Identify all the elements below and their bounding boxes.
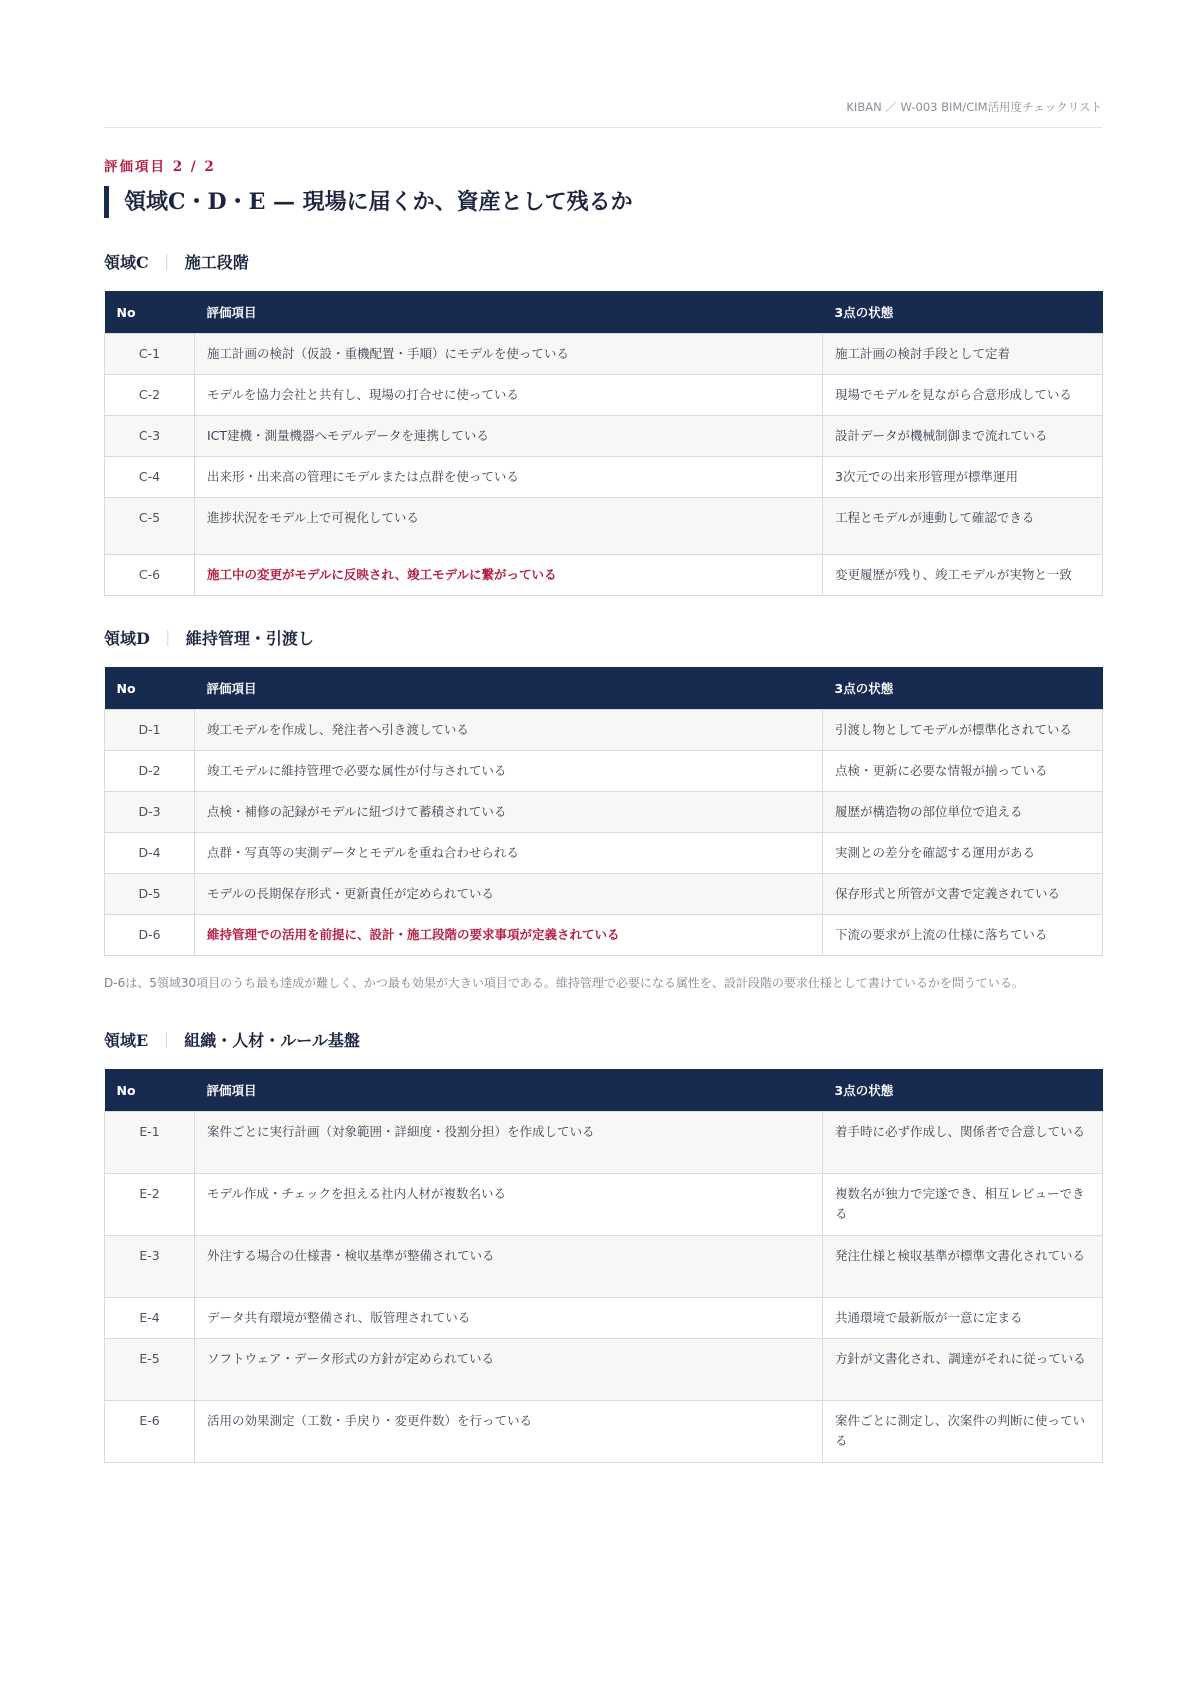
- checklist-table-e: [104, 1069, 1103, 1463]
- table-row: [105, 792, 1103, 833]
- table-row: [105, 833, 1103, 874]
- column-header-item: 評価項目: [195, 291, 823, 334]
- checklist-table-c: [104, 291, 1103, 596]
- table-row-highlight: [105, 555, 1103, 596]
- row-no: C-4: [105, 457, 195, 498]
- section-title-e: [104, 1028, 360, 1051]
- section-separator: ｜: [158, 253, 175, 272]
- row-state: 履歴が構造物の部位単位で追える: [823, 792, 1103, 833]
- row-item: 進捗状況をモデル上で可視化している: [195, 498, 823, 555]
- column-header-no: No: [105, 291, 195, 334]
- row-no: C-5: [105, 498, 195, 555]
- checklist-table-d: [104, 667, 1103, 956]
- row-state: 複数名が独力で完遂でき、相互レビューできる: [823, 1174, 1103, 1236]
- row-no: E-3: [105, 1236, 195, 1298]
- table-row: [105, 1298, 1103, 1339]
- row-state: 引渡し物としてモデルが標準化されている: [823, 710, 1103, 751]
- row-item: 施工計画の検討（仮設・重機配置・手順）にモデルを使っている: [195, 334, 823, 375]
- row-item: モデルの長期保存形式・更新責任が定められている: [195, 874, 823, 915]
- running-header: KIBAN ／ W-003 BIM/CIM活用度チェックリスト: [104, 93, 1102, 128]
- row-item: 案件ごとに実行計画（対象範囲・詳細度・役割分担）を作成している: [195, 1112, 823, 1174]
- row-state: 設計データが機械制御まで流れている: [823, 416, 1103, 457]
- row-no: E-5: [105, 1339, 195, 1401]
- row-no: C-1: [105, 334, 195, 375]
- table-row: [105, 375, 1103, 416]
- table-row: [105, 1112, 1103, 1174]
- section-title-c: [104, 250, 249, 273]
- section-name: 領域D: [104, 629, 150, 648]
- section-subtitle: 維持管理・引渡し: [185, 629, 314, 648]
- row-state: 下流の要求が上流の仕様に落ちている: [823, 915, 1103, 956]
- row-item: 出来形・出来高の管理にモデルまたは点群を使っている: [195, 457, 823, 498]
- row-no: D-5: [105, 874, 195, 915]
- table-row: [105, 1236, 1103, 1298]
- row-no: D-1: [105, 710, 195, 751]
- row-state: 保存形式と所管が文書で定義されている: [823, 874, 1103, 915]
- row-state: 実測との差分を確認する運用がある: [823, 833, 1103, 874]
- row-no: D-4: [105, 833, 195, 874]
- column-header-state: 3点の状態: [823, 667, 1103, 710]
- table-row: [105, 874, 1103, 915]
- table-row-highlight: [105, 915, 1103, 956]
- row-item: 外注する場合の仕様書・検収基準が整備されている: [195, 1236, 823, 1298]
- table-header-row: [105, 291, 1103, 334]
- table-header-row: [105, 1069, 1103, 1112]
- table-row: [105, 751, 1103, 792]
- row-state: 案件ごとに測定し、次案件の判断に使っている: [823, 1401, 1103, 1463]
- section-separator: ｜: [158, 1031, 175, 1050]
- row-no: E-4: [105, 1298, 195, 1339]
- table-row: [105, 1401, 1103, 1463]
- row-no: C-3: [105, 416, 195, 457]
- page-title: 領域C・D・E — 現場に届くか、資産として残るか: [104, 186, 633, 218]
- row-state: 変更履歴が残り、竣工モデルが実物と一致: [823, 555, 1103, 596]
- row-item: データ共有環境が整備され、版管理されている: [195, 1298, 823, 1339]
- row-no: E-6: [105, 1401, 195, 1463]
- row-item: モデル作成・チェックを担える社内人材が複数名いる: [195, 1174, 823, 1236]
- row-state: 工程とモデルが連動して確認できる: [823, 498, 1103, 555]
- row-no: D-2: [105, 751, 195, 792]
- table-row: [105, 457, 1103, 498]
- row-item-highlight: 施工中の変更がモデルに反映され、竣工モデルに繋がっている: [195, 555, 823, 596]
- section-title-d: [104, 626, 314, 649]
- row-state: 点検・更新に必要な情報が揃っている: [823, 751, 1103, 792]
- section-kicker: 評価項目 2 / 2: [104, 159, 216, 175]
- column-header-no: No: [105, 1069, 195, 1112]
- row-no: C-2: [105, 375, 195, 416]
- section-d-note: D-6は、5領域30項目のうち最も達成が難しく、かつ最も効果が大きい項目である。維持管理で必要になる属性を、設計段階の要求仕様として書けているかを問うている。: [104, 976, 1024, 990]
- section-name: 領域E: [104, 1031, 149, 1050]
- column-header-no: No: [105, 667, 195, 710]
- row-state: 共通環境で最新版が一意に定まる: [823, 1298, 1103, 1339]
- row-item: 竣工モデルに維持管理で必要な属性が付与されている: [195, 751, 823, 792]
- table-row: [105, 416, 1103, 457]
- row-no: E-2: [105, 1174, 195, 1236]
- row-state: 現場でモデルを見ながら合意形成している: [823, 375, 1103, 416]
- table-row: [105, 1339, 1103, 1401]
- section-subtitle: 施工段階: [184, 253, 249, 272]
- row-item: ICT建機・測量機器へモデルデータを連携している: [195, 416, 823, 457]
- column-header-item: 評価項目: [195, 667, 823, 710]
- row-state: 施工計画の検討手段として定着: [823, 334, 1103, 375]
- table-row: [105, 710, 1103, 751]
- row-state: 3次元での出来形管理が標準運用: [823, 457, 1103, 498]
- table-row: [105, 498, 1103, 555]
- row-no: D-3: [105, 792, 195, 833]
- table-row: [105, 1174, 1103, 1236]
- section-subtitle: 組織・人材・ルール基盤: [184, 1031, 360, 1050]
- table-row: [105, 334, 1103, 375]
- section-separator: ｜: [159, 629, 176, 648]
- row-state: 方針が文書化され、調達がそれに従っている: [823, 1339, 1103, 1401]
- column-header-item: 評価項目: [195, 1069, 823, 1112]
- row-no: E-1: [105, 1112, 195, 1174]
- row-item: 点検・補修の記録がモデルに紐づけて蓄積されている: [195, 792, 823, 833]
- row-item: ソフトウェア・データ形式の方針が定められている: [195, 1339, 823, 1401]
- row-no: D-6: [105, 915, 195, 956]
- table-header-row: [105, 667, 1103, 710]
- column-header-state: 3点の状態: [823, 291, 1103, 334]
- row-item: モデルを協力会社と共有し、現場の打合せに使っている: [195, 375, 823, 416]
- row-state: 発注仕様と検収基準が標準文書化されている: [823, 1236, 1103, 1298]
- column-header-state: 3点の状態: [823, 1069, 1103, 1112]
- row-item: 竣工モデルを作成し、発注者へ引き渡している: [195, 710, 823, 751]
- row-no: C-6: [105, 555, 195, 596]
- row-item: 点群・写真等の実測データとモデルを重ね合わせられる: [195, 833, 823, 874]
- row-item: 活用の効果測定（工数・手戻り・変更件数）を行っている: [195, 1401, 823, 1463]
- row-item-highlight: 維持管理での活用を前提に、設計・施工段階の要求事項が定義されている: [195, 915, 823, 956]
- row-state: 着手時に必ず作成し、関係者で合意している: [823, 1112, 1103, 1174]
- section-name: 領域C: [104, 253, 149, 272]
